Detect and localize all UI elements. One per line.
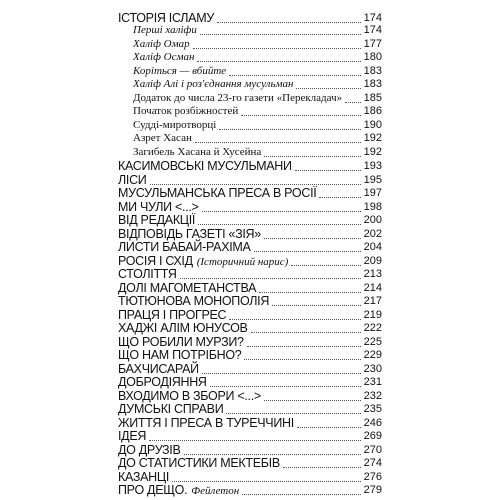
toc-title: ЩО РОБИЛИ МУРЗИ? — [118, 335, 244, 349]
toc-title: Халіф Омар — [133, 38, 190, 50]
toc-page-number: 213 — [363, 268, 382, 280]
toc-page-number: 229 — [363, 349, 382, 361]
toc-title: Азрет Хасан — [133, 132, 192, 144]
dot-leader — [244, 359, 360, 360]
dot-leader — [264, 156, 360, 157]
toc-page-number: 192 — [363, 132, 382, 144]
dot-leader — [226, 413, 360, 414]
dot-leader — [296, 88, 360, 89]
toc-subentry — [133, 50, 382, 65]
toc-page-number: 269 — [363, 430, 382, 442]
toc-page-number: 235 — [363, 403, 382, 415]
toc-title: СТОЛІТТЯ — [118, 267, 177, 281]
toc-page-number: 200 — [363, 214, 382, 226]
toc-page-number: 197 — [363, 187, 382, 199]
toc-subentry — [133, 23, 382, 38]
toc-page-number: 274 — [363, 457, 382, 469]
dot-leader — [345, 102, 361, 103]
dot-leader — [219, 129, 360, 130]
toc-title: Судді-миротворці — [133, 119, 217, 131]
toc-subtitle: Фейлетон — [191, 484, 240, 497]
toc-page-number: 185 — [363, 92, 382, 104]
toc-page-number: 183 — [363, 78, 382, 90]
toc-page-number: 193 — [363, 160, 382, 172]
dot-leader — [272, 305, 361, 306]
toc-title: ІСТОРІЯ ІСЛАМУ — [118, 11, 214, 25]
toc-title: Перші халіфи — [133, 24, 197, 36]
toc-page-number: 180 — [363, 51, 382, 63]
toc-title: ДУМСЬКІ СПРАВИ — [118, 402, 224, 416]
dot-leader — [242, 494, 360, 495]
toc-title: Загибель Хасана й Хусейна — [133, 146, 262, 158]
toc-page-number: 209 — [363, 255, 382, 267]
toc-page-number: 174 — [363, 12, 382, 24]
toc-title: ВХОДИМО В ЗБОРИ <...> — [118, 389, 261, 403]
dot-leader — [251, 332, 361, 333]
toc-title: Халіф Алі і роз'єднання мусульман — [133, 78, 294, 90]
toc-title: ІДЕЯ — [118, 429, 147, 443]
dot-leader — [149, 440, 361, 441]
toc-title: ДО ДРУЗІВ — [118, 443, 181, 457]
dot-leader — [197, 61, 360, 62]
toc-subentry — [133, 77, 382, 92]
toc-title: ЩО НАМ ПОТРІБНО? — [118, 348, 242, 362]
toc-title: ДОБРОДІЯННЯ — [118, 375, 207, 389]
toc-title: ПРАЦЯ І ПРОГРЕС — [118, 308, 227, 322]
toc-page-number: 183 — [363, 65, 382, 77]
toc-page-number: 204 — [363, 241, 382, 253]
toc-page-number: 198 — [363, 201, 382, 213]
dot-leader — [200, 34, 361, 35]
dot-leader — [193, 48, 361, 49]
toc-title: Початок розбіжностей — [133, 105, 239, 117]
dot-leader — [229, 75, 360, 76]
dot-leader — [283, 467, 361, 468]
toc-page-number: 190 — [363, 119, 382, 131]
toc-title: КАСИМОВСЬКІ МУСУЛЬМАНИ — [118, 159, 292, 173]
toc-title: БАХЧИСАРАЙ — [118, 362, 199, 376]
dot-leader — [210, 386, 361, 387]
toc-page-number: 225 — [363, 336, 382, 348]
toc-title: ЛІСИ — [118, 173, 147, 187]
toc-page-number: 174 — [363, 24, 382, 36]
toc-title: ХАДЖІ АЛІМ ЮНУСОВ — [118, 321, 248, 335]
toc-page-number: 214 — [363, 282, 382, 294]
toc-page-number: 177 — [363, 38, 382, 50]
toc-title: ВІД РЕДАКЦІЇ — [118, 213, 196, 227]
dot-leader — [319, 197, 360, 198]
toc-title: Коріться — вбийте — [133, 65, 227, 77]
dot-leader — [241, 115, 360, 116]
toc-title: РОСІЯ І СХІД — [118, 254, 193, 268]
dot-leader — [180, 278, 361, 279]
toc-title: Халіф Осман — [133, 51, 195, 63]
toc-entry — [118, 482, 382, 498]
dot-leader — [254, 251, 361, 252]
toc-title: МИ ЧУЛИ <...> — [118, 200, 199, 214]
toc-page-number: 192 — [363, 146, 382, 158]
toc-title: ТЮТЮНОВА МОНОПОЛІЯ — [118, 294, 270, 308]
toc-page-number: 276 — [363, 471, 382, 483]
toc-subentry — [133, 104, 382, 119]
toc-page-number: 246 — [363, 417, 382, 429]
toc-title: ЖИТТЯ І ПРЕСА В ТУРЕЧЧИНІ — [118, 416, 294, 430]
dot-leader — [198, 224, 361, 225]
toc-page-number: 270 — [363, 444, 382, 456]
toc-page-number: 195 — [363, 174, 382, 186]
toc-title: КАЗАНЦІ — [118, 470, 170, 484]
toc-page-number: 202 — [363, 228, 382, 240]
toc-page-number: 279 — [363, 484, 382, 496]
toc-page-number: 219 — [363, 309, 382, 321]
dot-leader — [295, 170, 361, 171]
toc-title: ДО СТАТИСТИКИ МЕКТЕБІВ — [118, 456, 280, 470]
toc-page-number: 232 — [363, 390, 382, 402]
toc-title: Додаток до числа 23-го газети «Перекладач» — [133, 92, 343, 104]
toc-page-number: 217 — [363, 295, 382, 307]
toc-page-number: 222 — [363, 322, 382, 334]
toc-page-number: 186 — [363, 105, 382, 117]
toc-page-number: 231 — [363, 376, 382, 388]
dot-leader — [195, 142, 361, 143]
toc-page-number: 230 — [363, 363, 382, 375]
toc-title: ЛИСТИ БАБАЙ-РАХІМА — [118, 240, 251, 254]
toc-subentry — [133, 131, 382, 146]
toc-title: ПРО ДЕЩО. — [118, 483, 188, 497]
toc-title: МУСУЛЬМАНСЬКА ПРЕСА В РОСІЇ — [118, 186, 317, 200]
toc-title: ДОЛІ МАГОМЕТАНСТВА — [118, 281, 257, 295]
toc-subtitle: (Історичний нарис) — [196, 255, 289, 268]
toc-title: ВІДПОВІДЬ ГАЗЕТІ «ЗІЯ» — [118, 227, 261, 241]
